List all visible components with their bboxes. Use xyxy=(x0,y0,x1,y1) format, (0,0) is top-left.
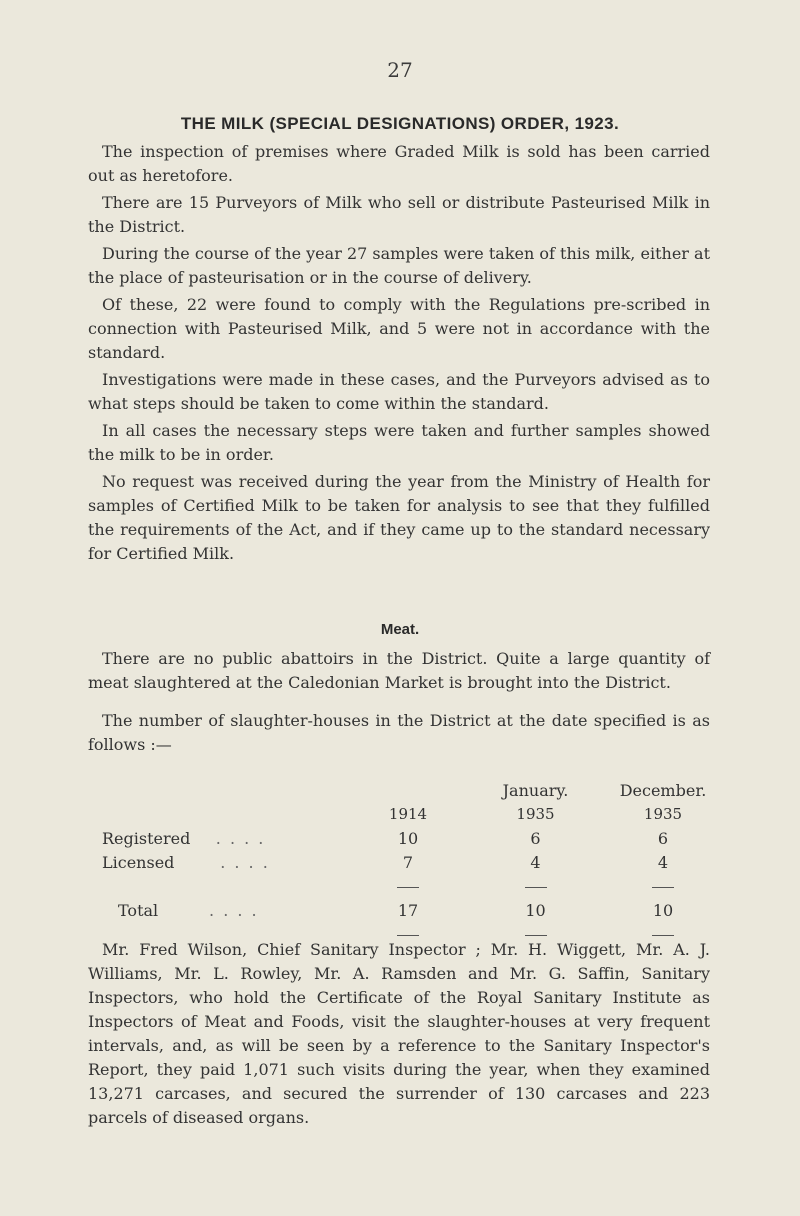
milk-paragraph: Of these, 22 were found to comply with the Regulations pre-scribed in connection with Pasteurised Milk, and 5 were not in accordance with the standard. xyxy=(88,295,710,362)
dot-leader: . . . . xyxy=(215,828,266,848)
row-label: Registered xyxy=(102,828,191,848)
table-cell: 10 xyxy=(652,900,674,920)
inspectors-section xyxy=(88,938,710,1133)
dot-leader: . . . . xyxy=(220,852,270,872)
meat-section-body xyxy=(88,647,710,760)
table-cell: 10 xyxy=(397,828,419,848)
rule-line xyxy=(397,887,419,888)
table-header-cell xyxy=(363,778,453,802)
total-label: Total xyxy=(118,900,159,920)
table-rule-row xyxy=(88,874,708,898)
page-number: 27 xyxy=(387,58,413,82)
milk-paragraph: The inspection of premises where Graded Milk is sold has been carried out as heretofore. xyxy=(88,142,710,185)
table-header-cell: 1935 xyxy=(516,805,555,823)
table-cell: 6 xyxy=(657,828,669,848)
table-cell: 4 xyxy=(530,852,541,872)
slaughter-houses-table xyxy=(88,778,708,946)
meat-heading: Meat. xyxy=(380,621,420,638)
table-header-row xyxy=(88,778,708,802)
dot-leader: . . . . xyxy=(209,900,259,920)
table-header-cell xyxy=(88,778,363,802)
table-cell: 4 xyxy=(657,852,669,872)
table-header-cell: 1914 xyxy=(388,805,428,823)
table-cell: 7 xyxy=(402,852,414,872)
table-cell: 10 xyxy=(525,900,546,920)
milk-paragraph: During the course of the year 27 samples were taken of this milk, either at the place of pasteurisation or in the course of delivery. xyxy=(88,244,710,287)
meat-paragraph: There are no public abattoirs in the District. Quite a large quantity of meat slaughtered at the Caledonian Market is brought into the District. xyxy=(88,649,710,692)
table-row xyxy=(88,826,708,850)
milk-paragraph: There are 15 Purveyors of Milk who sell or distribute Pasteurised Milk in the District. xyxy=(88,193,710,236)
row-label: Licensed xyxy=(102,852,175,872)
meat-paragraph: The number of slaughter-houses in the District at the date specified is as follows :— xyxy=(88,711,710,754)
milk-paragraph: In all cases the necessary steps were taken and further samples showed the milk to be in order. xyxy=(88,421,710,464)
table-header-row xyxy=(88,802,708,826)
inspectors-paragraph: Mr. Fred Wilson, Chief Sanitary Inspector ; Mr. H. Wiggett, Mr. A. J. Williams, Mr. L. Rowley, Mr. A. Ramsden and Mr. G. Saffin, Sanitary Inspectors, who hold the Certificate of the Royal Sanitary Institute as Inspectors of Meat and Foods, visit the slaughter-houses at very frequent intervals, and, as will be seen by a reference to the Sanitary Inspector's Report, they paid 1,071 such visits during the year, when they examined 13,271 carcases, and secured the surrender of 130 carcases and 223 parcels of diseased organs. xyxy=(88,940,710,1127)
rule-line xyxy=(525,887,547,888)
milk-order-heading: THE MILK (SPECIAL DESIGNATIONS) ORDER, 1923. xyxy=(180,114,620,133)
table-row xyxy=(88,850,708,874)
table-header-cell: December. xyxy=(619,780,707,800)
table-total-row xyxy=(88,898,708,922)
table-header-cell: 1935 xyxy=(643,805,683,823)
rule-line xyxy=(652,935,674,936)
table-header-cell: January. xyxy=(502,780,569,800)
table-header-cell xyxy=(88,802,363,826)
rule-line xyxy=(652,887,674,888)
milk-paragraph: No request was received during the year from the Ministry of Health for samples of Certified Milk to be taken for analysis to see that they fulfilled the requirements of the Act, and if they came up to the standard necessary for Certified Milk. xyxy=(88,472,710,563)
rule-line xyxy=(397,935,419,936)
rule-line xyxy=(525,935,547,936)
table-cell: 6 xyxy=(530,828,541,848)
milk-section-body xyxy=(88,140,710,569)
milk-paragraph: Investigations were made in these cases, and the Purveyors advised as to what steps should be taken to come within the standard. xyxy=(88,370,710,413)
table-cell: 17 xyxy=(397,900,419,920)
